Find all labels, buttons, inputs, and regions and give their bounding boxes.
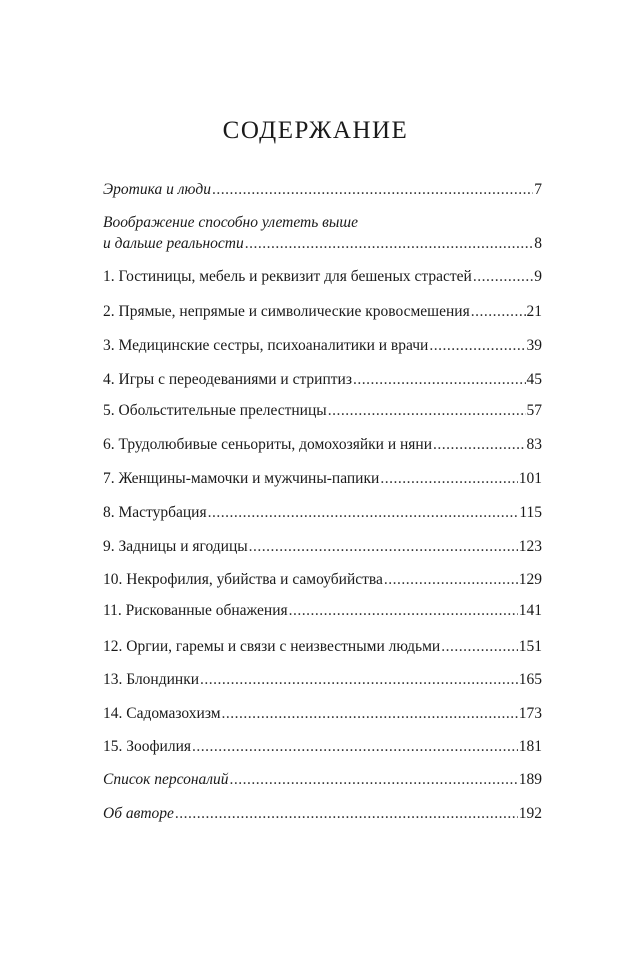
toc-entry[interactable] xyxy=(103,736,542,757)
dot-leader xyxy=(192,736,518,757)
toc-entry-page: 151 xyxy=(518,638,542,655)
toc-entry-title: 5. Обольстительные прелестницы xyxy=(103,402,327,419)
toc-entry-page: 165 xyxy=(518,671,542,688)
dot-leader xyxy=(353,369,526,390)
toc-entry[interactable] xyxy=(103,212,542,254)
dot-leader xyxy=(200,669,518,690)
dot-leader xyxy=(222,703,518,724)
dot-leader xyxy=(441,636,518,657)
toc-entry-title: 11. Рискованные обнажения xyxy=(103,602,288,619)
toc-entry[interactable] xyxy=(103,502,542,523)
toc-entry-page: 123 xyxy=(518,538,542,555)
toc-entry[interactable] xyxy=(103,669,542,690)
toc-entry-title: 3. Медицинские сестры, психоаналитики и врачи xyxy=(103,337,429,354)
toc-entry-title: 12. Оргии, гаремы и связи с неизвестными людьми xyxy=(103,638,441,655)
toc-entry-page: 141 xyxy=(518,602,542,619)
toc-entry-page: 9 xyxy=(534,268,542,285)
toc-entry-title: 7. Женщины-мамочки и мужчины-папики xyxy=(103,470,380,487)
toc-entry[interactable] xyxy=(103,636,542,657)
toc-entry[interactable] xyxy=(103,369,542,390)
toc-entry-page: 129 xyxy=(518,571,542,588)
dot-leader xyxy=(175,803,518,824)
dot-leader xyxy=(429,335,525,356)
toc-entry[interactable] xyxy=(103,536,542,557)
dot-leader xyxy=(473,266,533,287)
dot-leader xyxy=(245,233,534,254)
toc-entry-page: 192 xyxy=(518,805,542,822)
toc-entry-page: 21 xyxy=(526,303,542,320)
toc-entry[interactable] xyxy=(103,400,542,421)
toc-entry-title: 4. Игры с переодеваниями и стриптиз xyxy=(103,371,352,388)
toc-entry-title: 10. Некрофилия, убийства и самоубийства xyxy=(103,571,383,588)
toc-entry[interactable] xyxy=(103,335,542,356)
toc-entry-title: 14. Садомазохизм xyxy=(103,705,221,722)
dot-leader xyxy=(471,301,526,322)
dot-leader xyxy=(433,434,525,455)
toc-entry-page: 8 xyxy=(534,235,542,252)
page-title: СОДЕРЖАНИЕ xyxy=(222,117,409,144)
toc-entry-page: 189 xyxy=(518,771,542,788)
toc-entry[interactable] xyxy=(103,301,542,322)
toc-entry-page: 101 xyxy=(518,470,542,487)
toc-entry-page: 181 xyxy=(518,738,542,755)
toc-entry-page: 45 xyxy=(526,371,542,388)
toc-entry[interactable] xyxy=(103,769,542,790)
toc-entry[interactable] xyxy=(103,703,542,724)
toc-entry[interactable] xyxy=(103,600,542,621)
dot-leader xyxy=(212,179,533,200)
toc-entry-title: 2. Прямые, непрямые и символические кровосмешения xyxy=(103,303,470,320)
toc-entry-title: и дальше реальности xyxy=(103,235,244,252)
toc-entry-title: Об авторе xyxy=(103,805,174,822)
toc-entry-title: Эротика и люди xyxy=(103,181,211,198)
dot-leader xyxy=(289,600,518,621)
toc-entry[interactable] xyxy=(103,569,542,590)
dot-leader xyxy=(249,536,518,557)
toc-entry-page: 57 xyxy=(526,402,542,419)
toc-entry-title: Список персоналий xyxy=(103,771,229,788)
toc-entry[interactable] xyxy=(103,803,542,824)
dot-leader xyxy=(328,400,526,421)
dot-leader xyxy=(384,569,518,590)
toc-entry-page: 115 xyxy=(519,504,542,521)
toc-entry[interactable] xyxy=(103,434,542,455)
dot-leader xyxy=(208,502,519,523)
toc-entry-page: 83 xyxy=(526,436,542,453)
toc-entry-page: 39 xyxy=(526,337,542,354)
toc-entry[interactable] xyxy=(103,266,542,287)
toc-entry[interactable] xyxy=(103,468,542,489)
toc-entry-title-line: Воображение способно улететь выше xyxy=(103,214,358,231)
toc-entry-page: 7 xyxy=(534,181,542,198)
toc-entry-title: 1. Гостиницы, мебель и реквизит для бешеных страстей xyxy=(103,268,472,285)
toc-entry[interactable] xyxy=(103,179,542,200)
toc-entry-title: 9. Задницы и ягодицы xyxy=(103,538,248,555)
toc-entry-page: 173 xyxy=(518,705,542,722)
toc-entry-title: 6. Трудолюбивые сеньориты, домохозяйки и няни xyxy=(103,436,433,453)
toc-entry-title: 15. Зоофилия xyxy=(103,738,192,755)
dot-leader xyxy=(380,468,517,489)
toc-entry-title: 13. Блондинки xyxy=(103,671,200,688)
dot-leader xyxy=(230,769,518,790)
toc-entry-title: 8. Мастурбация xyxy=(103,504,207,521)
